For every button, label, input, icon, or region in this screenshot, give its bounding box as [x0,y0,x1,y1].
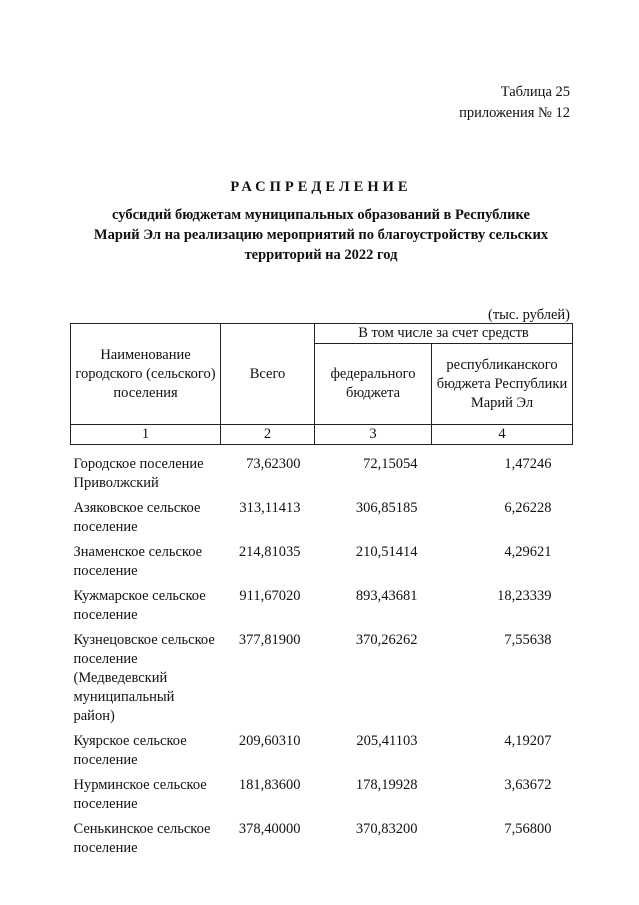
settlement-name: Городское поселение Приволжский [73,456,204,491]
table-row [71,732,573,776]
column-number: 2 [221,425,315,445]
settlement-name: Знаменское сельское поселение [73,544,203,579]
column-number: 4 [432,425,573,445]
settlement-name: Кузнецовское сельское поселение (Медведевский муниципальный район) [73,632,215,724]
table-row [71,820,573,864]
column-header-federal: федерального бюджета [315,344,432,425]
column-header-total: Всего [221,324,315,425]
title-block [70,178,572,265]
table-row [71,499,573,543]
federal-value: 370,26262 [355,632,418,648]
total-value: 214,81035 [238,544,301,560]
column-number: 1 [71,425,221,445]
subsidy-table [70,323,573,864]
total-value: 911,67020 [239,588,301,604]
total-value: 313,11413 [239,500,301,516]
settlement-name: Нурминское сельское поселение [73,777,207,812]
federal-value: 893,43681 [355,588,418,604]
total-value: 209,60310 [238,733,301,749]
republic-value: 4,19207 [504,733,552,749]
settlement-name: Сенькинское сельское поселение [73,821,211,856]
column-header-name: Наименование городского (сельского) поселения [71,324,221,425]
republic-value: 7,55638 [504,632,552,648]
settlement-name: Куярское сельское поселение [73,733,187,768]
column-number: 3 [315,425,432,445]
federal-value: 210,51414 [355,544,418,560]
table-row [71,776,573,820]
document-subheading-line-1: субсидий бюджетам муниципальных образований в Республике [112,207,530,223]
column-header-group: В том числе за счет средств [315,324,573,344]
table-row [71,631,573,732]
document-heading: РАСПРЕДЕЛЕНИЕ [230,179,412,195]
units-label: (тыс. рублей) [488,307,570,323]
appendix-number: приложения № 12 [459,105,570,121]
column-header-republic: республиканского бюджета Республики Марий Эл [432,344,573,425]
republic-value: 18,23339 [497,588,552,604]
republic-value: 6,26228 [504,500,552,516]
document-subheading-line-3: территорий на 2022 год [244,247,398,263]
settlement-name: Азяковское сельское поселение [73,500,201,535]
settlement-name: Кужмарское сельское поселение [73,588,206,623]
republic-value: 3,63672 [504,777,552,793]
table-row [71,543,573,587]
total-value: 378,40000 [238,821,301,837]
republic-value: 4,29621 [504,544,552,560]
total-value: 377,81900 [238,632,301,648]
federal-value: 72,15054 [363,456,418,472]
document-reference [459,83,570,125]
table-row [71,455,573,499]
table-number: Таблица 25 [500,84,570,100]
republic-value: 7,56800 [504,821,552,837]
total-value: 181,83600 [238,777,301,793]
total-value: 73,62300 [246,456,301,472]
federal-value: 370,83200 [355,821,418,837]
document-subheading-line-2: Марий Эл на реализацию мероприятий по благоустройству сельских [93,227,549,243]
federal-value: 205,41103 [356,733,418,749]
federal-value: 178,19928 [355,777,418,793]
republic-value: 1,47246 [504,456,552,472]
federal-value: 306,85185 [355,500,418,516]
table-row [71,587,573,631]
